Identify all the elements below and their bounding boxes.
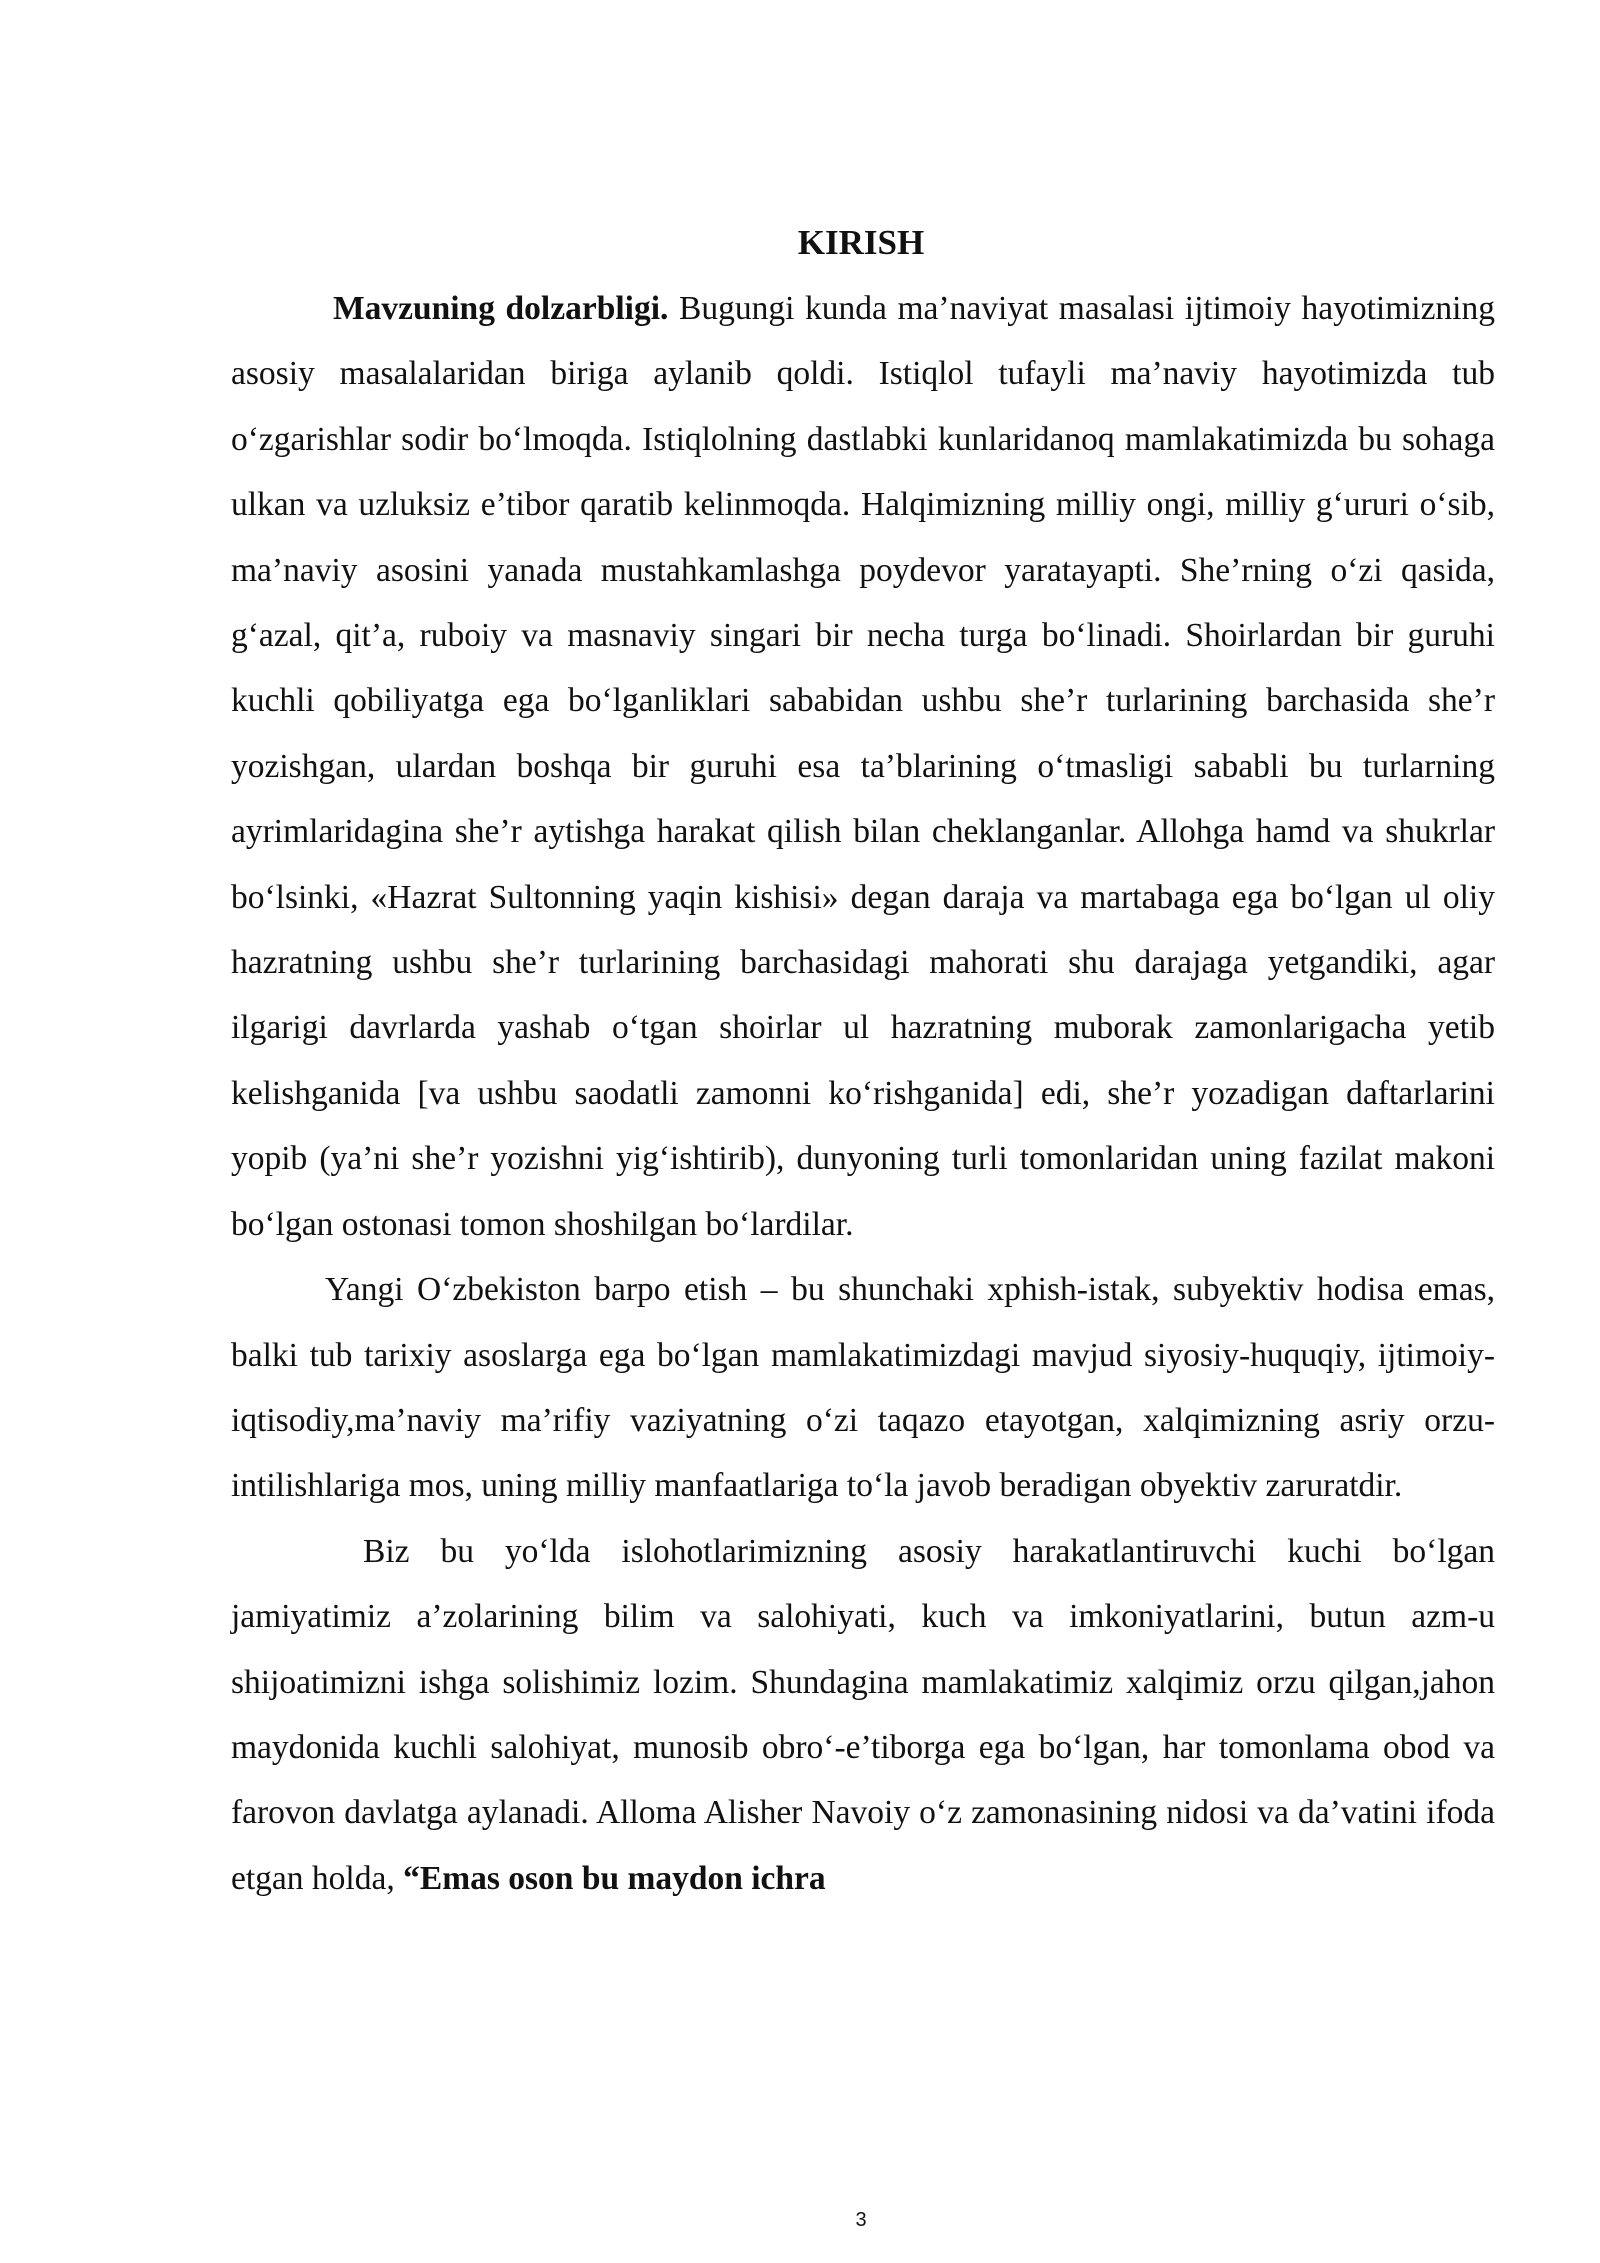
quote-bold: “Emas oson bu maydon ichra [403, 1859, 826, 1897]
paragraph-relevance [231, 276, 1495, 1257]
page-number: 3 [855, 2209, 867, 2231]
section-heading: KIRISH [797, 223, 925, 262]
paragraph-text: Bugungi kunda ma’naviyat masalasi ijtimoiy hayotimizning asosiy masalalaridan biriga aylanib qoldi. Istiqlol tufayli ma’naviy hayotimizda tub o‘zgarishlar sodir bo‘lmoqda. Istiqlolning dastlabki kunlaridanoq mamlakatimizda bu sohaga ulkan va uzluksiz e’tibor qaratib kelinmoqda. Halqimizning milliy ongi, milliy g‘ururi o‘sib, ma’naviy asosini yanada mustahkamlashga poydevor yaratayapti. She’rning o‘zi qasida, g‘azal, qit’a, ruboiy va masnaviy singari bir necha turga bo‘linadi. Shoirlardan bir guruhi kuchli qobiliyatga ega bo‘lganliklari sababidan ushbu she’r turlarining barchasida she’r yozishgan, ulardan boshqa bir guruhi esa ta’blarining o‘tmasligi sababli bu turlarning ayrimlaridagina she’r aytishga harakat qilish bilan cheklanganlar. Allohga hamd va shukrlar bo‘lsinki, «Hazrat Sultonning yaqin kishisi» degan daraja va martabaga ega bo‘lgan ul oliy hazratning ushbu she’r turlarining barchasidagi mahorati shu darajaga yetgandiki, agar ilgarigi davrlarda yashab o‘tgan shoirlar ul hazratning muborak zamonlarigacha yetib kelishganida [va ushbu saodatli zamonni ko‘rishganida] edi, she’r yozadigan daftarlarini yopib (ya’ni she’r yozishni yig‘ishtirib), dunyoning turli tomonlaridan uning fazilat makoni bo‘lgan ostonasi tomon shoshilgan bo‘lardilar. [231, 290, 1495, 1243]
paragraph-reforms [231, 1519, 1495, 1911]
paragraph-text: Biz bu yo‘lda islohotlarimizning asosiy harakatlantiruvchi kuchi bo‘lgan jamiyatimiz a’zolarining bilim va salohiyati, kuch va imkoniyatlarini, butun azm-u shijoatimizni ishga solishimiz lozim. Shundagina mamlakatimiz xalqimiz orzu qilgan,jahon maydonida kuchli salohiyat, munosib obro‘-e’tiborga ega bo‘lgan, har tomonlama obod va farovon davlatga aylanadi. Alloma Alisher Navoiy o‘z zamonasining nidosi va da’vatini ifoda etgan holda, [231, 1532, 1495, 1897]
paragraph-lead-bold: Mavzuning dolzarbligi. [333, 290, 669, 327]
paragraph-new-uzbekistan: Yangi O‘zbekiston barpo etish – bu shunchaki xphish-istak, subyektiv hodisa emas, balki tub tarixiy asoslarga ega bo‘lgan mamlakatimizdagi mavjud siyosiy-huquqiy, ijtimoiy-iqtisodiy,ma’naviy ma’rifiy vaziyatning o‘zi taqazo etayotgan, xalqimizning asriy orzu-intilishlariga mos, uning milliy manfaatlariga to‘la javob beradigan obyektiv zaruratdir. [231, 1271, 1495, 1505]
body-text [231, 276, 1495, 1911]
